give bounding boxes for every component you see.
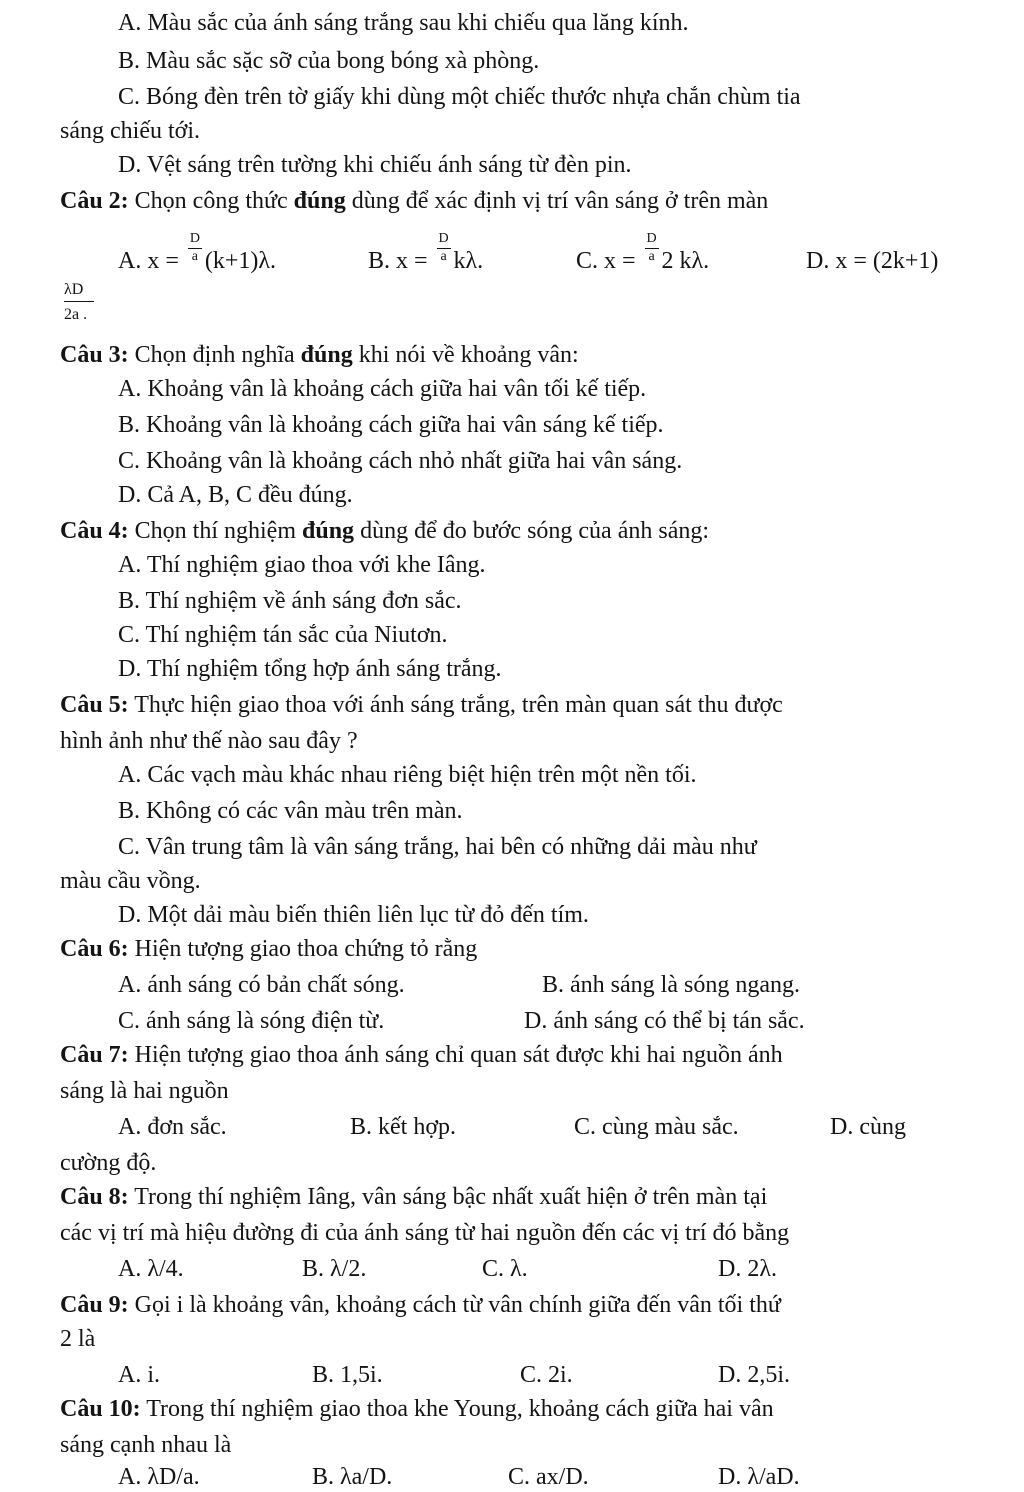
q4-stem: Câu 4: Chọn thí nghiệm đúng dùng để đo bước sóng của ánh sáng: — [60, 518, 710, 544]
q7-option-d-continued: cường độ. — [60, 1150, 157, 1176]
q2-label: Câu 2: — [60, 188, 129, 214]
q5-option-c-continued: màu cầu vồng. — [60, 868, 201, 894]
q3-stem: Câu 3: Chọn định nghĩa đúng khi nói về khoảng vân: — [60, 342, 579, 368]
q7-stem: Câu 7: Hiện tượng giao thoa ánh sáng chỉ quan sát được khi hai nguồn ánh — [60, 1042, 783, 1068]
q5-stem-continued: hình ảnh như thế nào sau đây ? — [60, 728, 358, 754]
q10-label: Câu 10: — [60, 1396, 141, 1422]
q4-option-c: C. Thí nghiệm tán sắc của Niutơn. — [118, 622, 448, 648]
q8-label: Câu 8: — [60, 1184, 129, 1210]
q9-option-b: B. 1,5i. — [312, 1362, 383, 1388]
q9-option-d: D. 2,5i. — [718, 1362, 790, 1388]
q6-option-c: C. ánh sáng là sóng điện từ. — [118, 1008, 385, 1034]
q6-stem: Câu 6: Hiện tượng giao thoa chứng tỏ rằng — [60, 936, 478, 962]
q10-option-c: C. ax/D. — [508, 1464, 589, 1490]
q4-option-d: D. Thí nghiệm tổng hợp ánh sáng trắng. — [118, 656, 502, 682]
q2-option-d-fraction: λD 2a . — [64, 280, 98, 325]
q8-stem: Câu 8: Trong thí nghiệm Iâng, vân sáng bậc nhất xuất hiện ở trên màn tại — [60, 1184, 768, 1210]
q8-stem-continued: các vị trí mà hiệu đường đi của ánh sáng từ hai nguồn đến các vị trí đó bằng — [60, 1220, 790, 1246]
q6-option-d: D. ánh sáng có thể bị tán sắc. — [524, 1008, 805, 1034]
q2-option-a: A. x = $\frac{D}{a}$ (k+1)λ. — [118, 231, 277, 274]
q5-option-d: D. Một dải màu biến thiên liên lục từ đỏ đến tím. — [118, 902, 589, 928]
q1-option-c-continued: sáng chiếu tới. — [60, 118, 200, 144]
q7-option-a: A. đơn sắc. — [118, 1114, 227, 1140]
q3-option-b: B. Khoảng vân là khoảng cách giữa hai vân sáng kế tiếp. — [118, 412, 664, 438]
q4-option-b: B. Thí nghiệm về ánh sáng đơn sắc. — [118, 588, 462, 614]
q2-option-c: C. x = $\frac{D}{a}$ 2 kλ. — [576, 231, 710, 274]
q10-stem: Câu 10: Trong thí nghiệm giao thoa khe Young, khoảng cách giữa hai vân — [60, 1396, 774, 1422]
q3-option-d: D. Cả A, B, C đều đúng. — [118, 482, 353, 508]
q1-option-d: D. Vệt sáng trên tường khi chiếu ánh sáng từ đèn pin. — [118, 152, 632, 178]
q6-label: Câu 6: — [60, 936, 129, 962]
q1-option-b: B. Màu sắc sặc sỡ của bong bóng xà phòng. — [118, 48, 540, 74]
q5-option-c: C. Vân trung tâm là vân sáng trắng, hai bên có những dải màu như — [118, 834, 757, 860]
q6-option-a: A. ánh sáng có bản chất sóng. — [118, 972, 405, 998]
q10-stem-continued: sáng cạnh nhau là — [60, 1432, 232, 1458]
q1-option-a: A. Màu sắc của ánh sáng trắng sau khi chiếu qua lăng kính. — [118, 10, 689, 36]
q2-fraction-d-over-a: $\frac{D}{a}$ — [189, 231, 200, 264]
q3-option-c: C. Khoảng vân là khoảng cách nhỏ nhất giữa hai vân sáng. — [118, 448, 683, 474]
q8-option-c: C. λ. — [482, 1256, 528, 1282]
q5-option-a: A. Các vạch màu khác nhau riêng biệt hiện trên một nền tối. — [118, 762, 697, 788]
q10-option-a: A. λD/a. — [118, 1464, 200, 1490]
q7-stem-continued: sáng là hai nguồn — [60, 1078, 229, 1104]
q5-stem: Câu 5: Thực hiện giao thoa với ánh sáng trắng, trên màn quan sát thu được — [60, 692, 783, 718]
q9-stem: Câu 9: Gọi i là khoảng vân, khoảng cách từ vân chính giữa đến vân tối thứ — [60, 1292, 781, 1318]
q7-label: Câu 7: — [60, 1042, 129, 1068]
q2-fraction-d-over-a: $\frac{D}{a}$ — [438, 231, 449, 264]
q7-option-d: D. cùng — [830, 1114, 906, 1140]
q5-option-b: B. Không có các vân màu trên màn. — [118, 798, 463, 824]
q4-option-a: A. Thí nghiệm giao thoa với khe Iâng. — [118, 552, 486, 578]
q8-option-d: D. 2λ. — [718, 1256, 777, 1282]
q6-option-b: B. ánh sáng là sóng ngang. — [542, 972, 800, 998]
q9-label: Câu 9: — [60, 1292, 129, 1318]
q5-label: Câu 5: — [60, 692, 129, 718]
q3-label: Câu 3: — [60, 342, 129, 368]
q7-option-b: B. kết hợp. — [350, 1114, 457, 1140]
q9-option-a: A. i. — [118, 1362, 160, 1388]
q3-option-a: A. Khoảng vân là khoảng cách giữa hai vân tối kế tiếp. — [118, 376, 647, 402]
q2-option-d: D. x = (2k+1) — [806, 248, 939, 274]
q2-stem: Câu 2: Chọn công thức đúng dùng để xác định vị trí vân sáng ở trên màn — [60, 188, 769, 214]
q1-option-c: C. Bóng đèn trên tờ giấy khi dùng một chiếc thước nhựa chắn chùm tia — [118, 84, 801, 110]
q8-option-a: A. λ/4. — [118, 1256, 184, 1282]
q8-option-b: B. λ/2. — [302, 1256, 367, 1282]
q4-label: Câu 4: — [60, 518, 129, 544]
q2-option-b: B. x = $\frac{D}{a}$ kλ. — [368, 231, 484, 274]
q9-option-c: C. 2i. — [520, 1362, 573, 1388]
q10-option-b: B. λa/D. — [312, 1464, 393, 1490]
q9-stem-continued: 2 là — [60, 1326, 96, 1352]
q2-fraction-d-over-a: $\frac{D}{a}$ — [646, 231, 657, 264]
q10-option-d: D. λ/aD. — [718, 1464, 800, 1490]
q7-option-c: C. cùng màu sắc. — [574, 1114, 739, 1140]
